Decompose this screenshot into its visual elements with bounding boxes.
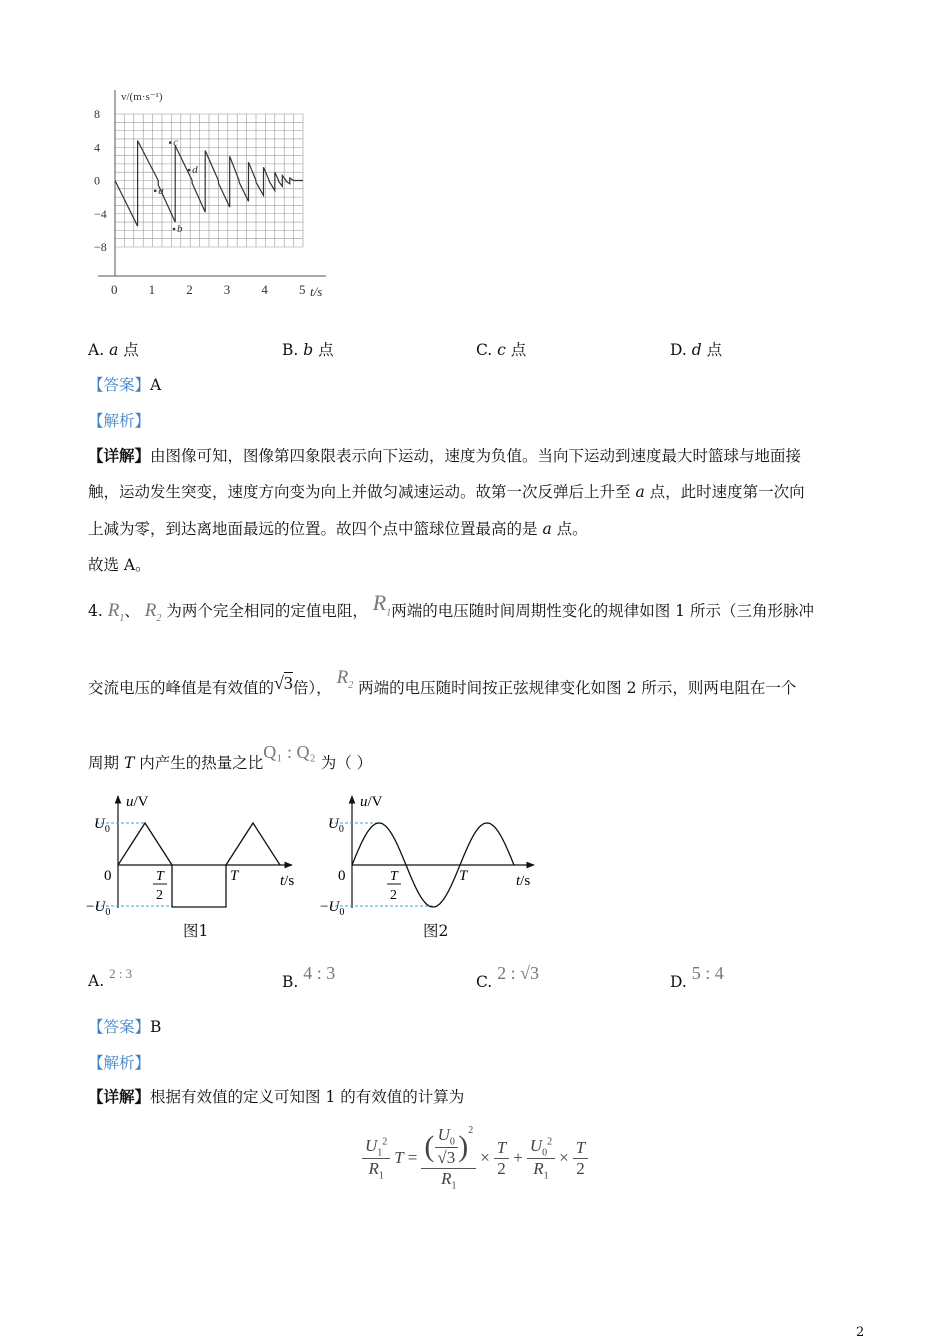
- fig1-xlabel: t/s: [280, 873, 295, 889]
- vt-y-tick-label: 8: [94, 107, 100, 121]
- fig2-xlabel: t/s: [516, 873, 531, 889]
- q3-option-d: D. d 点: [670, 341, 723, 359]
- vt-point-dot: [154, 190, 157, 193]
- fig1-half-T-label: T: [156, 869, 164, 884]
- q4-line-2: 交流电压的峰值是有效值的√3倍）， $R_2$ 两端的电压随时间按正弦规律变化如图 2 所示，则两电阻在一个: [88, 667, 797, 697]
- vt-point-label-d: d: [192, 164, 198, 177]
- vt-y-tick-label: 4: [94, 140, 100, 155]
- vt-y-axis-label: v/(m·s⁻¹): [121, 91, 163, 103]
- vt-x-tick-label: 3: [223, 282, 231, 297]
- q3-option-c: C. c 点: [476, 341, 527, 359]
- fig2-u0-label: $U_0$: [328, 816, 344, 835]
- vt-point-label-c: c: [173, 136, 179, 149]
- vt-point-label-a: a: [158, 184, 164, 197]
- vt-y-tick-label: −4: [94, 206, 107, 221]
- q4-option-c: C. 2 : √3: [476, 963, 540, 991]
- fig2-neg-u0-label: $-U_0$: [320, 899, 345, 918]
- vt-x-tick-label: 0: [111, 282, 118, 297]
- q4-option-d: D. 5 : 4: [670, 963, 724, 991]
- vt-x-tick-label: 5: [299, 282, 306, 297]
- fig2-T-label: T: [459, 868, 468, 884]
- q3-analysis-label: 【解析】: [88, 412, 151, 430]
- vt-point-dot: [173, 228, 176, 231]
- q3-answer: 【答案】A: [88, 376, 162, 394]
- q3-option-b: B. b 点: [282, 341, 334, 359]
- q3-detail-line-1: 【详解】由图像可知，图像第四象限表示向下运动，速度为负值。当向下运动到速度最大时篮球与地面接: [88, 446, 802, 465]
- svg-text:2: 2: [156, 888, 163, 903]
- q4-line-1: 4. $R_1$、 $R_2$ 为两个完全相同的定值电阻， $R_1$两端的电压随时间周期性变化的规律如图 1 所示（三角形脉冲: [88, 590, 814, 624]
- fig2-ylabel: u/V: [360, 794, 383, 810]
- vt-x-tick-label: 1: [148, 282, 156, 297]
- q3-choose: 故选 A。: [88, 556, 151, 574]
- q4-detail: 【详解】根据有效值的定义可知图 1 的有效值的计算为: [88, 1087, 465, 1106]
- vt-x-axis-label: t/s: [310, 284, 323, 299]
- page-number: 2: [856, 1325, 865, 1340]
- fig1-T-label: T: [230, 868, 239, 884]
- vt-x-tick-label: 4: [261, 282, 268, 297]
- fig1-neg-u0-label: $-U_0$: [86, 899, 111, 918]
- velocity-time-graph: [88, 86, 338, 304]
- q4-answer: 【答案】B: [88, 1018, 162, 1036]
- vt-point-label-b: b: [177, 223, 183, 236]
- q4-analysis-label: 【解析】: [88, 1054, 151, 1072]
- fig1-zero-label: 0: [104, 868, 112, 884]
- vt-point-dot: [188, 169, 191, 172]
- vt-x-tick-label: 2: [186, 282, 193, 297]
- vt-point-dot: [169, 141, 172, 144]
- q3-detail-line-2: 触，运动发生突变，速度方向变为向上并做匀减速运动。故第一次反弹后上升至 a 点，此时速度第一次向: [88, 483, 805, 501]
- vt-y-ticks: [94, 107, 107, 254]
- effective-value-formula: $\frac{U_1^2}{R_1}$ T = ( $\frac{U_0}{√3}$ ) $^2$ $R_1$ × $\frac{T}{2}$ + $\frac{U_0^2}{R_1}$ × $\frac{T}{2}$: [362, 1125, 588, 1192]
- vt-y-tick-label: 0: [94, 173, 100, 188]
- figure-1-caption: 图1: [183, 922, 209, 940]
- fig2-zero-label: 0: [338, 868, 346, 884]
- q4-option-b: B. 4 : 3: [282, 963, 336, 991]
- svg-text:2: 2: [390, 888, 397, 903]
- q3-option-a: A. a 点: [88, 341, 139, 359]
- vt-axes: [98, 90, 326, 276]
- q3-detail-line-3: 上减为零，到达离地面最远的位置。故四个点中篮球位置最高的是 a 点。: [88, 520, 588, 538]
- q4-option-a: A. $^{2 : 3}$: [88, 966, 133, 990]
- figure-2-caption: 图2: [423, 922, 449, 940]
- vt-point-labels: [154, 137, 198, 235]
- vt-x-ticks: [111, 282, 306, 297]
- vt-y-tick-label: −8: [94, 240, 107, 254]
- q4-line-3: 周期 T 内产生的热量之比Q₁ : Q₂ 为（ ）: [88, 742, 373, 772]
- fig1-ylabel: u/V: [126, 794, 149, 810]
- fig2-half-T-label: T: [390, 869, 398, 884]
- fig1-u0-label: $U_0$: [94, 816, 110, 835]
